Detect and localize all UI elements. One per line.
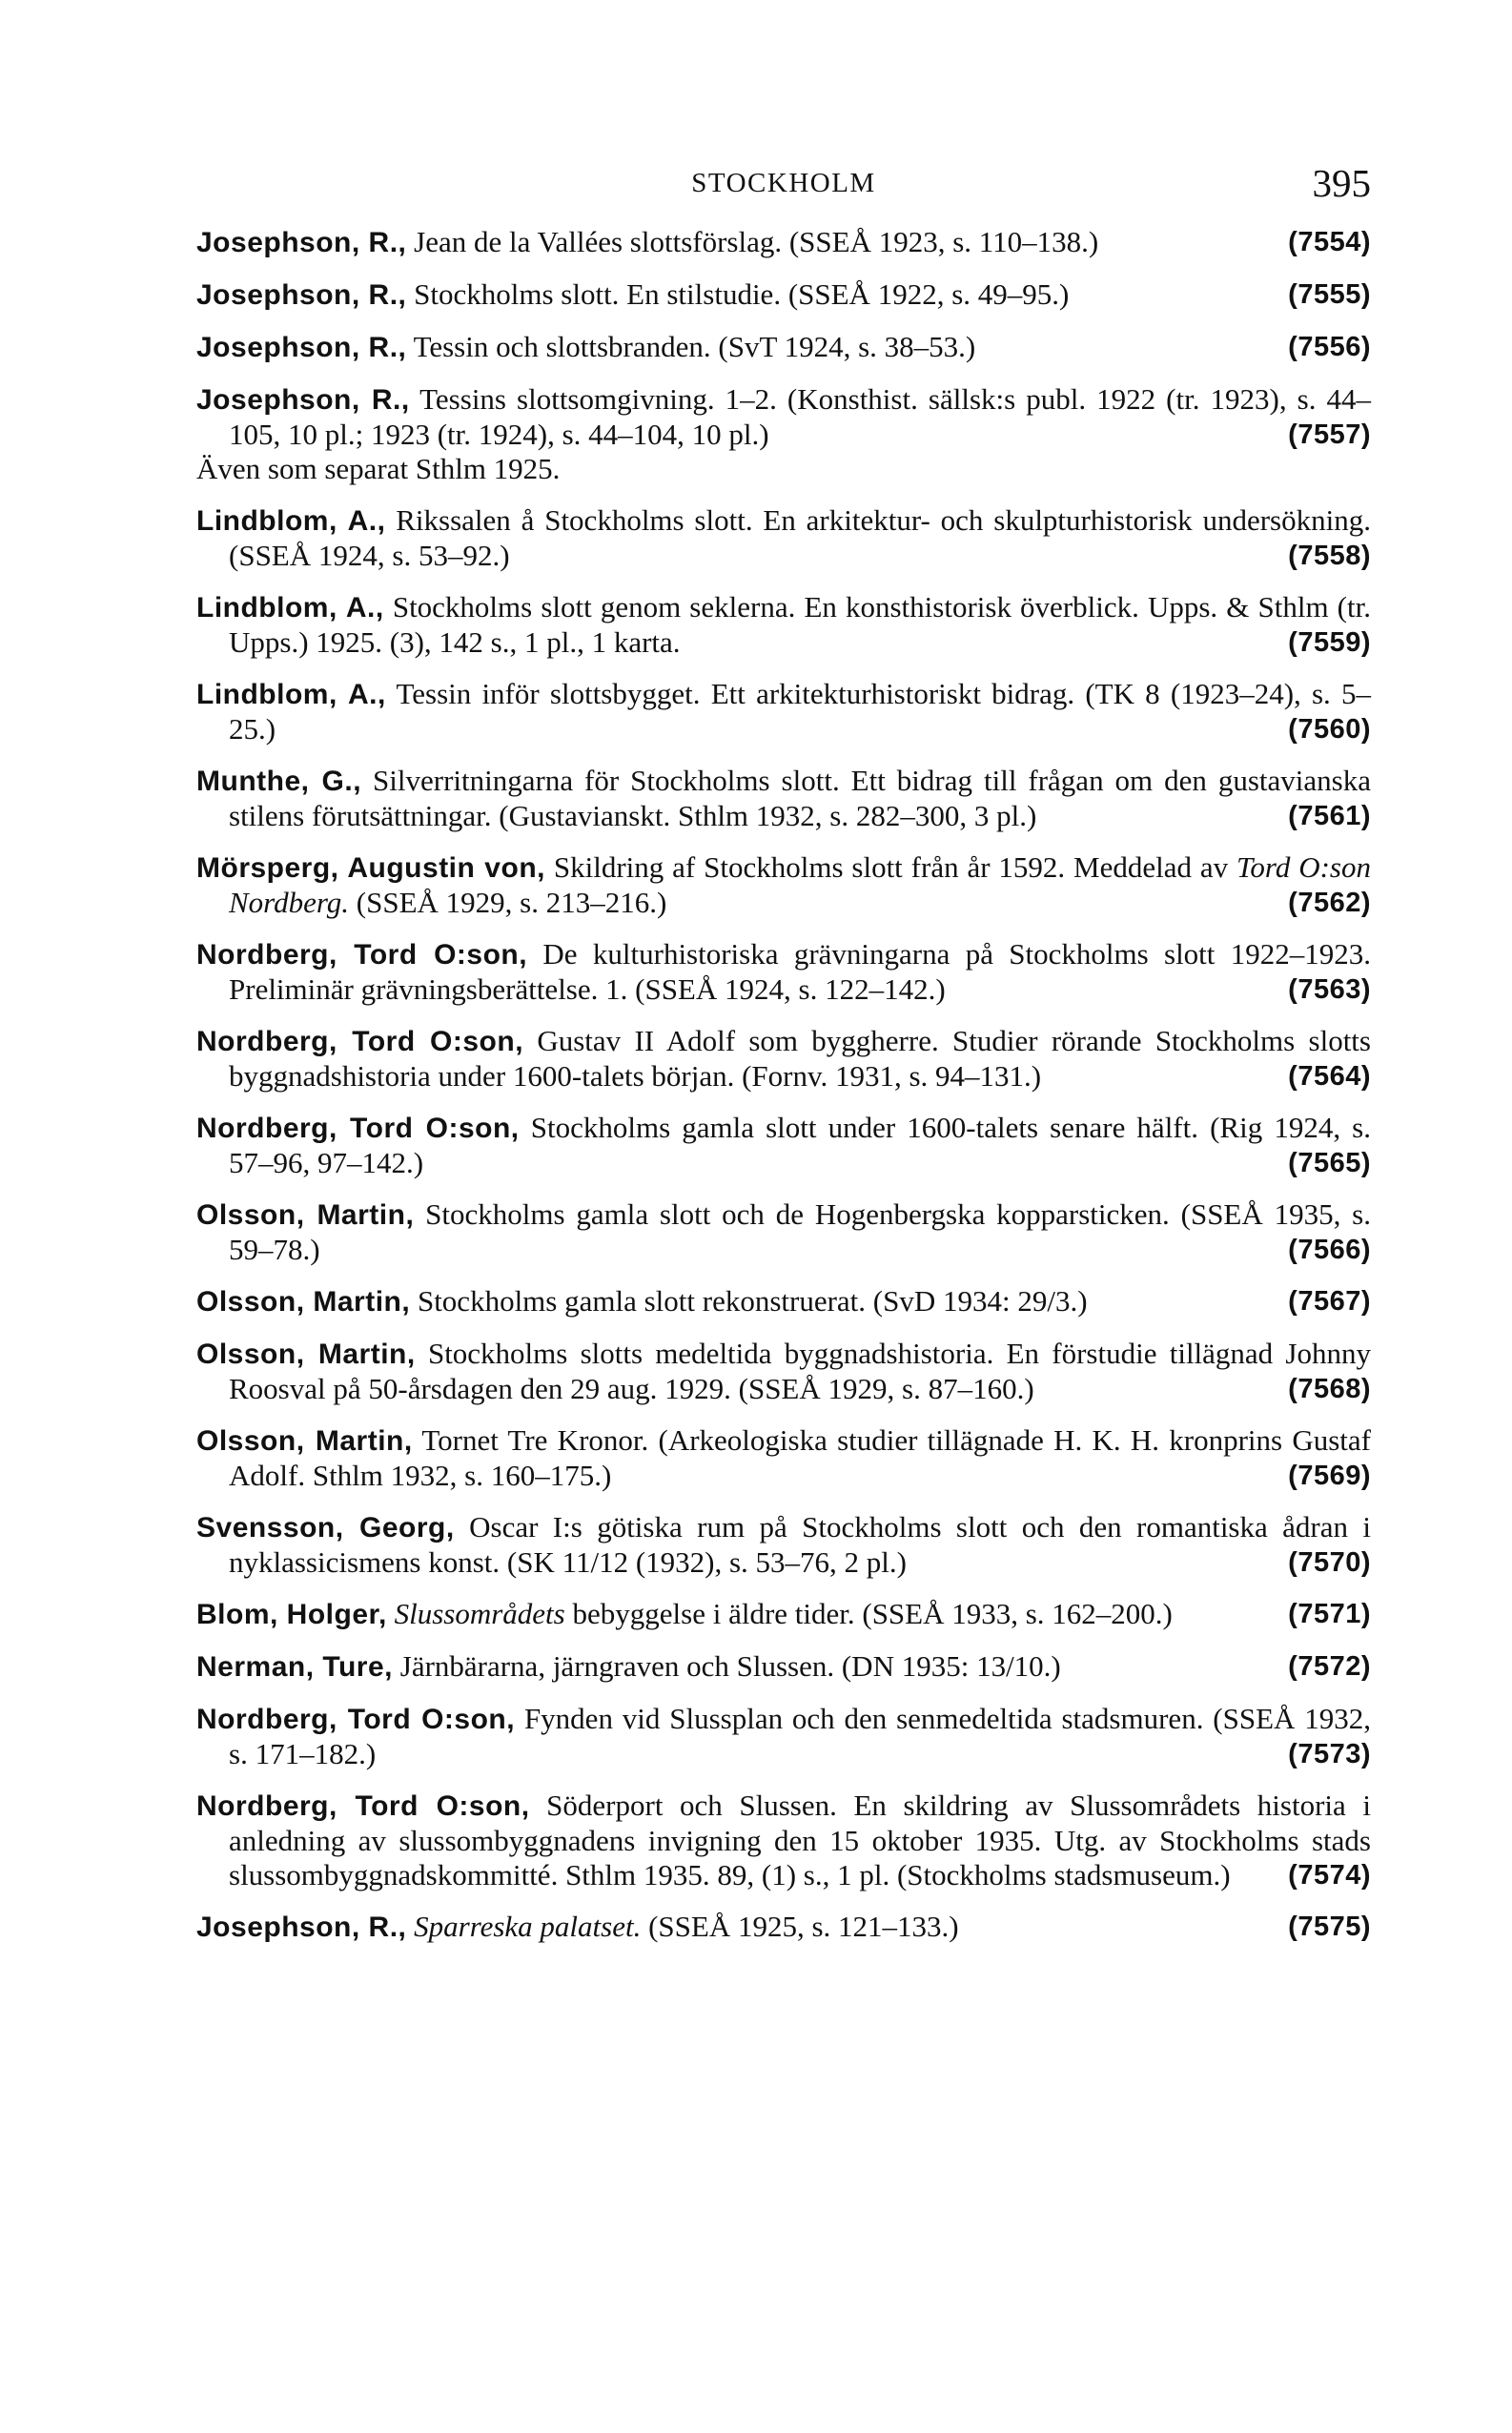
entry-text: Söderport och Slussen. En skildring av Slussområdets historia i anledning av slussombyggnadens invigning den 15 oktober 1935. Utg. av Stockholms stads slussombyggnadskommitté. Sthlm 1935. 89, (1) s., 1 pl. (Stockholms stadsmuseum.)	[229, 1789, 1371, 1891]
entry-number: (7558)	[1288, 541, 1371, 571]
entry-author: Svensson, Georg,	[196, 1512, 455, 1544]
entry-italic: Sparreska palatset.	[414, 1910, 642, 1943]
entry-text-cont: (SSEÅ 1929, s. 213–216.)	[349, 886, 667, 919]
entry-author: Josephson, R.,	[196, 1912, 407, 1943]
entry-number: (7559)	[1288, 627, 1371, 658]
running-header	[196, 160, 1371, 217]
entry-text: Jean de la Vallées slottsförslag. (SSEÅ 1923, s. 110–138.)	[406, 225, 1099, 258]
bibliography-entry	[196, 850, 1371, 920]
bibliography-entry	[196, 677, 1371, 746]
entry-number: (7557)	[1288, 419, 1371, 450]
entry-italic: Slussområdets	[394, 1597, 565, 1630]
bibliography-entry	[196, 330, 1371, 365]
bibliography-entry	[196, 277, 1371, 313]
entry-text: Stockholms gamla slott under 1600-talets senare hälft. (Rig 1924, s. 57–96, 97–142.)	[229, 1111, 1371, 1179]
entry-text-cont: bebyggelse i äldre tider. (SSEÅ 1933, s. 162–200.)	[564, 1597, 1173, 1630]
entry-number: (7555)	[1288, 279, 1371, 310]
entry-number: (7569)	[1288, 1461, 1371, 1491]
entry-author: Olsson, Martin,	[196, 1286, 411, 1318]
entry-author: Mörsperg, Augustin von,	[196, 852, 545, 884]
entry-number: (7560)	[1288, 714, 1371, 745]
entry-text: Tessin inför slottsbygget. Ett arkitekturhistoriskt bidrag. (TK 8 (1923–24), s. 5–25.)	[229, 677, 1371, 746]
entry-text: Stockholms slott. En stilstudie. (SSEÅ 1922, s. 49–95.)	[406, 277, 1070, 311]
entry-author: Nordberg, Tord O:son,	[196, 1790, 530, 1822]
bibliography-entry	[196, 590, 1371, 660]
entry-author: Josephson, R.,	[196, 384, 410, 416]
entry-author: Nordberg, Tord O:son,	[196, 1704, 516, 1735]
entry-text: Rikssalen å Stockholms slott. En arkitektur- och skulpturhistorisk undersökning. (SSEÅ 1924, s. 53–92.)	[229, 503, 1371, 572]
entry-text: Stockholms gamla slott rekonstruerat. (SvD 1934: 29/3.)	[410, 1284, 1088, 1318]
entry-author: Lindblom, A.,	[196, 505, 386, 537]
entry-number: (7561)	[1288, 801, 1371, 831]
bibliography-entry	[196, 382, 1371, 486]
bibliography-entry	[196, 1284, 1371, 1319]
entry-text: Järnbärarna, järngraven och Slussen. (DN 1935: 13/10.)	[393, 1649, 1061, 1683]
bibliography-list	[196, 225, 1371, 1945]
bibliography-entry	[196, 1510, 1371, 1580]
bibliography-entry	[196, 1111, 1371, 1180]
entry-number: (7573)	[1288, 1739, 1371, 1769]
entry-number: (7572)	[1288, 1651, 1371, 1682]
entry-author: Lindblom, A.,	[196, 679, 386, 710]
bibliography-entry	[196, 1423, 1371, 1493]
entry-author: Nordberg, Tord O:son,	[196, 1026, 524, 1057]
entry-number: (7556)	[1288, 332, 1371, 362]
entry-text: Tessin och slottsbranden. (SvT 1924, s. 38–53.)	[406, 330, 976, 363]
entry-number: (7554)	[1288, 227, 1371, 257]
entry-text: Tornet Tre Kronor. (Arkeologiska studier tillägnade H. K. H. kronprins Gustaf Adolf. Sthlm 1932, s. 160–175.)	[229, 1423, 1371, 1492]
entry-author: Nordberg, Tord O:son,	[196, 939, 528, 971]
entry-number: (7575)	[1288, 1912, 1371, 1942]
entry-number: (7568)	[1288, 1374, 1371, 1404]
entry-number: (7562)	[1288, 888, 1371, 918]
entry-note: Även som separat Sthlm 1925.	[196, 452, 561, 485]
entry-author: Olsson, Martin,	[196, 1339, 416, 1370]
entry-text: Silverritningarna för Stockholms slott. Ett bidrag till frågan om den gustavianska stilens förutsättningar. (Gustavianskt. Sthlm 1932, s. 282–300, 3 pl.)	[229, 764, 1371, 832]
bibliography-entry	[196, 1024, 1371, 1094]
entry-number: (7563)	[1288, 974, 1371, 1005]
bibliography-entry	[196, 1702, 1371, 1771]
bibliography-entry	[196, 503, 1371, 573]
entry-text-cont: (SSEÅ 1925, s. 121–133.)	[641, 1910, 959, 1943]
bibliography-entry	[196, 937, 1371, 1007]
entry-number: (7574)	[1288, 1860, 1371, 1891]
bibliography-entry	[196, 1910, 1371, 1945]
entry-text: Tessins slottsomgivning. 1–2. (Konsthist. sällsk:s publ. 1922 (tr. 1923), s. 44–105, 10 pl.; 1923 (tr. 1924), s. 44–104, 10 pl.)	[229, 382, 1371, 451]
entry-author: Josephson, R.,	[196, 332, 407, 363]
entry-italic: Tord O:son Nordberg.	[229, 850, 1371, 919]
entry-number: (7565)	[1288, 1148, 1371, 1178]
entry-author: Josephson, R.,	[196, 279, 407, 311]
entry-text: Stockholms slotts medeltida byggnadshistoria. En förstudie tillägnad Johnny Roosval på 50-årsdagen den 29 aug. 1929. (SSEÅ 1929, s. 87–160.)	[229, 1337, 1371, 1405]
entry-author: Lindblom, A.,	[196, 592, 384, 624]
entry-text	[387, 1597, 395, 1630]
entry-number: (7571)	[1288, 1599, 1371, 1629]
entry-author: Josephson, R.,	[196, 227, 407, 258]
entry-text: Gustav II Adolf som byggherre. Studier rörande Stockholms slotts byggnadshistoria under 1600-talets början. (Fornv. 1931, s. 94–131.)	[229, 1024, 1371, 1093]
bibliography-entry	[196, 1337, 1371, 1406]
bibliography-entry	[196, 1649, 1371, 1685]
entry-author: Nordberg, Tord O:son,	[196, 1113, 520, 1144]
bibliography-entry	[196, 1197, 1371, 1267]
book-page	[196, 160, 1371, 1962]
entry-author: Nerman, Ture,	[196, 1651, 393, 1683]
bibliography-entry	[196, 1789, 1371, 1892]
entry-author: Olsson, Martin,	[196, 1425, 413, 1457]
bibliography-entry	[196, 764, 1371, 833]
entry-text: Stockholms slott genom seklerna. En konsthistorisk överblick. Upps. & Sthlm (tr. Upps.) 1925. (3), 142 s., 1 pl., 1 karta.	[229, 590, 1371, 659]
entry-text: Fynden vid Slussplan och den senmedeltida stadsmuren. (SSEÅ 1932, s. 171–182.)	[229, 1702, 1371, 1770]
running-title: STOCKHOLM	[691, 168, 876, 198]
entry-number: (7564)	[1288, 1061, 1371, 1092]
bibliography-entry	[196, 225, 1371, 260]
entry-author: Blom, Holger,	[196, 1599, 387, 1630]
entry-text: Oscar I:s götiska rum på Stockholms slott och den romantiska ådran i nyklassicismens konst. (SK 11/12 (1932), s. 53–76, 2 pl.)	[229, 1510, 1371, 1579]
entry-author: Munthe, G.,	[196, 766, 362, 797]
entry-text: Stockholms gamla slott och de Hogenbergska kopparsticken. (SSEÅ 1935, s. 59–78.)	[229, 1197, 1371, 1266]
entry-text: Skildring af Stockholms slott från år 1592. Meddelad av	[544, 850, 1237, 884]
bibliography-entry	[196, 1597, 1371, 1632]
entry-number: (7566)	[1288, 1235, 1371, 1265]
entry-text: De kulturhistoriska grävningarna på Stockholms slott 1922–1923. Preliminär grävningsberättelse. 1. (SSEÅ 1924, s. 122–142.)	[229, 937, 1371, 1006]
entry-author: Olsson, Martin,	[196, 1199, 415, 1231]
page-number: 395	[1312, 161, 1371, 205]
entry-number: (7567)	[1288, 1286, 1371, 1317]
entry-number: (7570)	[1288, 1547, 1371, 1578]
entry-text	[406, 1910, 414, 1943]
